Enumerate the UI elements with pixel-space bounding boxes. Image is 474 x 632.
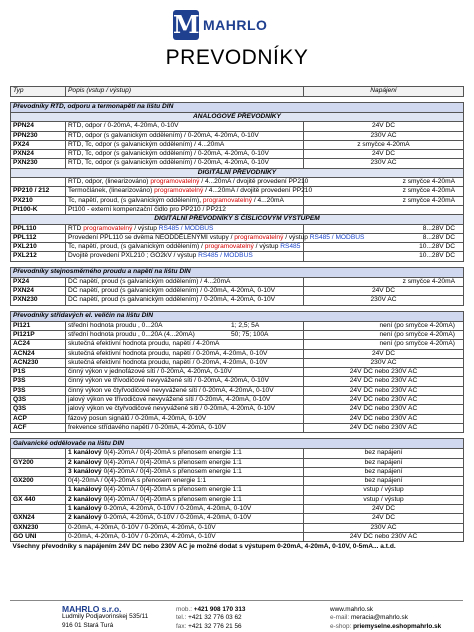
desc-cell (66, 321, 304, 330)
table-row (11, 340, 464, 349)
desc-segment: programovatelný (234, 233, 284, 241)
desc-segment: Dvojitě provedení PXL210 ; GO2kV / výstup (68, 252, 199, 260)
desc-cell (66, 349, 304, 358)
model-cell: PPN230 (11, 131, 66, 140)
model-cell: PXN24 (11, 287, 66, 296)
footer-street: Ludmily Podjavorinskej 535/11 (62, 613, 149, 621)
desc-segment: jalový výkon ve čtyřvodičové nevyvážené síti / 0-20mA, 4-20mA, 0-10V (68, 405, 276, 413)
desc-cell (66, 330, 304, 339)
power-cell: z smyčce 4-20mA (304, 187, 464, 196)
power-cell: 8...28V DC (304, 224, 464, 233)
desc-cell (66, 224, 304, 233)
section-title-row (11, 103, 464, 113)
page-footer (0, 600, 474, 632)
desc-segment: 0(4)-20mA / 0(4)-20mA s přenosem energie 1:1 (101, 458, 242, 466)
desc-cell (66, 340, 304, 349)
desc-cell (66, 140, 304, 149)
footnote: Všechny převodníky s napájením 24V DC nebo 230V AC je možné dodat s výstupem 0-20mA, 4-20mA, 0-10V, 0-5mA... a.t.d. (12, 543, 396, 551)
table-row (11, 159, 464, 168)
desc-cell (66, 495, 304, 504)
power-cell: není (po smyčce 4-20mA) (304, 330, 464, 339)
desc-segment: RS485 / MODBUS (198, 252, 253, 260)
desc-cell (66, 523, 304, 532)
desc-cell (66, 122, 304, 131)
desc-segment: frekvence střídavého napětí / 0-20mA, 4-20mA, 0-10V (68, 423, 226, 431)
power-cell: 24V DC nebo 230V AC (304, 396, 464, 405)
model-cell: PI121 (11, 321, 66, 330)
desc-segment: Provedení PPL110 se dvěma NEODDĚLENÝMI vstupy / (68, 233, 235, 241)
desc-cell (66, 159, 304, 168)
power-cell: bez napájení (304, 467, 464, 476)
footer-email[interactable]: meracia@mahrlo.sk (350, 614, 408, 622)
power-cell: vstup / výstup (304, 495, 464, 504)
model-cell: GXN24 (11, 514, 66, 523)
model-cell: GX 440 (11, 495, 66, 504)
footer-shop-label: e-shop: (330, 622, 352, 630)
footer-tel: +421 32 776 03 62 (188, 614, 242, 622)
desc-segment: RS485 / MODBUS (309, 233, 365, 241)
section-title-row (11, 267, 464, 277)
table-row (11, 243, 464, 252)
desc-segment: střední hodnota proudu , 0...20A (4...20mA) (68, 330, 195, 338)
desc-segment: RTD, Tc, odpor (s galvanickým oddělením) / 4...20mA (68, 140, 225, 148)
desc-segment: 0(4)-20mA / 0(4)-20mA s přenosem energie 1:1 (101, 495, 242, 503)
model-cell: P1S (11, 368, 66, 377)
desc-segment: střední hodnota proudu , 0...20A (68, 321, 163, 329)
table-row (11, 458, 464, 467)
desc-segment: 0-20mA, 4-20mA, 0-10V / 0-20mA, 4-20mA, 0-10V (101, 514, 252, 522)
table-row (11, 287, 464, 296)
desc-segment: RS485 / MODBUS (158, 224, 214, 232)
desc-cell (66, 405, 304, 414)
desc-segment: / 4...20mA / dvojitě provedení PP210 (203, 187, 313, 195)
desc-segment: DC napětí, proud (s galvanickým oddělením) / 4...20mA (68, 277, 231, 285)
table-row (11, 187, 464, 196)
power-cell: 24V DC (304, 504, 464, 513)
subsection-title-row (11, 215, 464, 224)
table-row (11, 504, 464, 513)
section-title: Galvanické oddělovače na lištu DIN (11, 439, 464, 449)
footer-email-label: e-mail: (330, 614, 350, 622)
desc-segment: / výstup (283, 233, 310, 241)
power-cell (304, 205, 464, 214)
table-header-row (11, 87, 464, 97)
table-row (11, 349, 464, 358)
table-row (11, 423, 464, 432)
section-title-row (11, 439, 464, 449)
table-row (11, 321, 464, 330)
model-cell: PXN24 (11, 150, 66, 159)
model-cell: Q3S (11, 396, 66, 405)
model-cell: GXN230 (11, 523, 66, 532)
model-cell: PXL212 (11, 252, 66, 261)
table-row (11, 122, 464, 131)
table-row (11, 277, 464, 286)
model-cell: ACP (11, 414, 66, 423)
desc-segment: 1 kanálový (68, 486, 102, 494)
table-row (11, 233, 464, 242)
desc-cell (66, 458, 304, 467)
desc-segment: RTD, odpor, (linearizováno) (68, 178, 151, 186)
desc-cell (66, 287, 304, 296)
desc-cell (66, 386, 304, 395)
footer-shop[interactable]: priemyselne.eshopmahrlo.sk (353, 622, 442, 630)
subsection-title-row (11, 113, 464, 122)
desc-segment: činný výkon v jednofázové síti / 0-20mA, 4-20mA, 0-10V (68, 368, 232, 376)
table-row (11, 467, 464, 476)
power-cell: vstup / výstup (304, 486, 464, 495)
desc-segment: DC napětí, proud (s galvanickým oddělením) / 0-20mA, 4-20mA, 0-10V (68, 287, 276, 295)
power-cell: 10...28V DC (304, 243, 464, 252)
power-cell: bez napájení (304, 449, 464, 458)
footer-mob-label: mob.: (176, 606, 192, 613)
section-title: Převodníky RTD, odporu a termonapětí na lištu DIN (11, 103, 464, 113)
power-cell: 230V AC (304, 131, 464, 140)
desc-cell (66, 423, 304, 432)
subsection-title: ANALOGOVÉ PŘEVODNÍKY (11, 113, 464, 122)
header-type: Typ (11, 87, 66, 97)
power-cell: 24V DC (304, 122, 464, 131)
desc-segment: / výstup (132, 224, 159, 232)
table-row (11, 140, 464, 149)
desc-segment: 0-20mA, 4-20mA, 0-10V / 0-20mA, 4-20mA, 0-10V (68, 523, 216, 531)
desc-segment: / výstup (253, 243, 281, 251)
footer-divider (10, 600, 463, 601)
desc-segment: programovatelný (83, 224, 133, 232)
footer-fax: +421 32 776 21 56 (188, 622, 242, 630)
desc-cell (66, 277, 304, 286)
desc-segment: DC napětí, proud (s galvanickým oddělením) / 0-20mA, 4-20mA, 0-10V (68, 296, 276, 304)
logo-mark-icon: M (173, 10, 200, 39)
table-row (11, 532, 464, 541)
model-cell: GX200 (11, 477, 66, 486)
model-cell (11, 467, 66, 476)
desc-cell (66, 252, 304, 261)
model-cell: GO UNI (11, 532, 66, 541)
desc-segment: skutečná efektivní hodnota proudu, napětí / 0-20mA, 4-20mA, 0-10V (68, 358, 268, 366)
desc-segment: RTD (68, 224, 84, 232)
desc-cell (66, 205, 304, 214)
model-cell (11, 178, 66, 187)
model-cell: PX210 (11, 196, 66, 205)
table-row (11, 396, 464, 405)
desc-cell (66, 131, 304, 140)
desc-cell (66, 504, 304, 513)
desc-cell (66, 514, 304, 523)
footer-web[interactable]: www.mahrlo.sk (330, 606, 373, 613)
table-row (11, 178, 464, 187)
section-title: Převodníky stejnosměrného proudu a napětí na lištu DIN (11, 267, 464, 277)
model-cell: PX24 (11, 140, 66, 149)
model-cell: Pt100-K (11, 205, 66, 214)
table-row (11, 196, 464, 205)
desc-cell (66, 196, 304, 205)
power-cell: 230V AC (304, 358, 464, 367)
model-cell: ACN230 (11, 358, 66, 367)
power-cell: 8...28V DC (304, 233, 464, 242)
model-cell (11, 449, 66, 458)
desc-segment: fázový posun signálů / 0-20mA, 4-20mA, 0-10V (68, 414, 207, 422)
table-row (11, 405, 464, 414)
table-row (11, 477, 464, 486)
power-cell: 24V DC (304, 150, 464, 159)
desc-segment: Tc, napětí, proud, (s galvanickým oddělením), (68, 196, 203, 204)
model-cell: PXL210 (11, 243, 66, 252)
page-title: PREVODNÍKY (165, 46, 309, 69)
table-row (11, 358, 464, 367)
desc-segment: / 4...20mA (252, 196, 284, 204)
power-cell: bez napájení (304, 477, 464, 486)
desc-cell (66, 449, 304, 458)
model-cell: PX24 (11, 277, 66, 286)
table-row (11, 449, 464, 458)
model-cell (11, 486, 66, 495)
power-cell: 230V AC (304, 159, 464, 168)
table-row (11, 368, 464, 377)
power-cell: není (po smyčce 4-20mA) (304, 340, 464, 349)
table-row (11, 495, 464, 504)
desc-segment: 2 kanálový (68, 458, 102, 466)
desc-segment: / 4...20mA / dvojitě provedení PP210 (199, 178, 309, 186)
desc-cell (66, 296, 304, 305)
desc-segment: činný výkon ve čtyřvodičové nevyvážené síti / 0-20mA, 4-20mA, 0-10V (68, 386, 274, 394)
desc-segment: 0(4)-20mA / 0(4)-20mA s přenosem energie 1:1 (101, 449, 242, 457)
section-title-row (11, 311, 464, 321)
desc-cell (66, 187, 313, 196)
desc-segment: RTD, Tc, odpor (s galvanickým oddělením) / 0-20mA, 4-20mA, 0-10V (68, 150, 269, 158)
table-row (11, 514, 464, 523)
power-cell: 230V AC (304, 296, 464, 305)
table-row (11, 330, 464, 339)
brand-logo (173, 10, 267, 40)
power-cell: 10...28V DC (304, 252, 464, 261)
desc-cell (66, 486, 304, 495)
table-row (11, 150, 464, 159)
subsection-title: DIGITÁLNÍ PŘEVODNÍKY S ČÍSLICOVÝM VÝSTUPEM (11, 215, 464, 224)
power-cell: 24V DC nebo 230V AC (304, 377, 464, 386)
footnote-row (11, 542, 464, 553)
power-cell: 24V DC nebo 230V AC (304, 368, 464, 377)
model-cell: PPL110 (11, 224, 66, 233)
desc-segment: Tc, napětí, proud, (s galvanickým oddělením) / (68, 243, 205, 251)
model-cell: AC24 (11, 340, 66, 349)
brand-name: MAHRLO (203, 17, 268, 33)
desc-cell (66, 150, 304, 159)
subsection-title: DIGITÁLNÍ PŘEVODNÍKY (11, 168, 464, 177)
desc-cell (66, 178, 309, 187)
desc-cell (66, 368, 304, 377)
power-cell: 24V DC (304, 514, 464, 523)
power-cell: 24V DC (304, 349, 464, 358)
footer-city: 916 01 Stará Turá (62, 621, 114, 629)
desc-segment: 2 kanálový (68, 514, 102, 522)
desc-cell (66, 477, 304, 486)
desc-segment: 1 kanálový (68, 449, 102, 457)
table-row (11, 296, 464, 305)
desc-segment: RTD, odpor / 0-20mA, 4-20mA, 0-10V (68, 122, 179, 130)
power-cell: 24V DC nebo 230V AC (304, 423, 464, 432)
model-cell: PXN230 (11, 159, 66, 168)
desc-segment: 0(4)-20mA / 0(4)-20mA s přenosem energie 1:1 (101, 467, 242, 475)
desc-cell (66, 396, 304, 405)
model-cell: ACF (11, 423, 66, 432)
power-cell: z smyčce 4-20mA (304, 178, 464, 187)
desc-segment: programovatelný (154, 187, 204, 195)
desc-cell (66, 377, 304, 386)
desc-segment: RTD, Tc, odpor (s galvanickým oddělením) / 0-20mA, 4-20mA, 0-10V (68, 159, 269, 167)
desc-segment: 1; 2,5; 5A (231, 321, 260, 329)
footer-company: MAHRLO s.r.o. (62, 604, 122, 614)
power-cell: 24V DC nebo 230V AC (304, 405, 464, 414)
table-row (11, 205, 464, 214)
header-power: Napájení (304, 87, 464, 97)
header-desc: Popis (vstup / výstup) (66, 87, 304, 97)
desc-segment: 1 kanálový (68, 504, 102, 512)
power-cell: 230V AC (304, 523, 464, 532)
desc-segment: 0-20mA, 4-20mA, 0-10V / 0-20mA, 4-20mA, 0-10V (68, 532, 216, 540)
desc-segment: jalový výkon ve třívodičové nevyvážené síti / 0-20mA, 4-20mA, 0-10V (68, 396, 271, 404)
desc-segment: činný výkon ve třívodičové nevyvážené síti / 0-20mA, 4-20mA, 0-10V (68, 377, 269, 385)
desc-segment: 0(4)-20mA / 0(4)-20mA s přenosem energie 1:1 (68, 477, 207, 485)
desc-segment: RTD, odpor (s galvanickým oddělením) / 0-20mA, 4-20mA, 0-10V (68, 131, 259, 139)
desc-segment: 3 kanálový (68, 467, 102, 475)
desc-cell (66, 233, 365, 242)
desc-segment: programovatelný (202, 196, 252, 204)
power-cell: 24V DC (304, 287, 464, 296)
power-cell: není (po smyčce 4-20mA) (304, 321, 464, 330)
power-cell: 24V DC nebo 230V AC (304, 532, 464, 541)
table-row (11, 486, 464, 495)
model-cell: PXN230 (11, 296, 66, 305)
desc-segment: Termočlánek, (linearizováno) (68, 187, 155, 195)
power-cell: z smyčce 4-20mA (304, 140, 464, 149)
desc-segment: programovatelný (204, 243, 254, 251)
desc-segment: 2 kanálový (68, 495, 102, 503)
model-cell: P3S (11, 377, 66, 386)
desc-cell (66, 358, 304, 367)
desc-cell (66, 243, 304, 252)
power-cell: 24V DC nebo 230V AC (304, 386, 464, 395)
table-row (11, 414, 464, 423)
table-row (11, 131, 464, 140)
desc-segment: 50; 75; 100A (231, 330, 269, 338)
model-cell: PP210 / 212 (11, 187, 66, 196)
power-cell: z smyčce 4-20mA (304, 277, 464, 286)
model-cell: PPN24 (11, 122, 66, 131)
desc-segment: Pt100 - externí kompenzační čidlo pro PP210 / PP212 (68, 205, 226, 213)
footer-fax-label: fax: (176, 622, 187, 630)
model-cell: PI121P (11, 330, 66, 339)
desc-cell (66, 467, 304, 476)
desc-segment: skutečná efektivní hodnota proudu, napětí / 4-20mA (68, 340, 220, 348)
model-cell: Q3S (11, 405, 66, 414)
table-row (11, 224, 464, 233)
desc-cell (66, 414, 304, 423)
desc-segment: skutečná efektivní hodnota proudu, napětí / 0-20mA, 4-20mA, 0-10V (68, 349, 268, 357)
model-cell (11, 504, 66, 513)
table-row (11, 252, 464, 261)
model-cell: PPL112 (11, 233, 66, 242)
footer-tel-label: tel.: (176, 614, 187, 622)
desc-cell (66, 532, 304, 541)
section-title: Převodníky střídavých el. veličin na lištu DIN (11, 311, 464, 321)
model-cell: GY200 (11, 458, 66, 467)
desc-segment: programovatelný (150, 178, 200, 186)
subsection-title-row (11, 168, 464, 177)
power-cell: 24V DC nebo 230V AC (304, 414, 464, 423)
power-cell: z smyčce 4-20mA (304, 196, 464, 205)
table-row (11, 386, 464, 395)
desc-segment: 0(4)-20mA / 0(4)-20mA s přenosem energie 1:1 (101, 486, 242, 494)
desc-segment: RS485 (280, 243, 301, 251)
product-table (10, 86, 463, 552)
power-cell: bez napájení (304, 458, 464, 467)
table-row (11, 523, 464, 532)
model-cell: P3S (11, 386, 66, 395)
model-cell: ACN24 (11, 349, 66, 358)
table-row (11, 377, 464, 386)
desc-segment: 0-20mA, 4-20mA, 0-10V / 0-20mA, 4-20mA, 0-10V (101, 504, 252, 512)
footer-mob: +421 908 170 313 (193, 606, 246, 613)
